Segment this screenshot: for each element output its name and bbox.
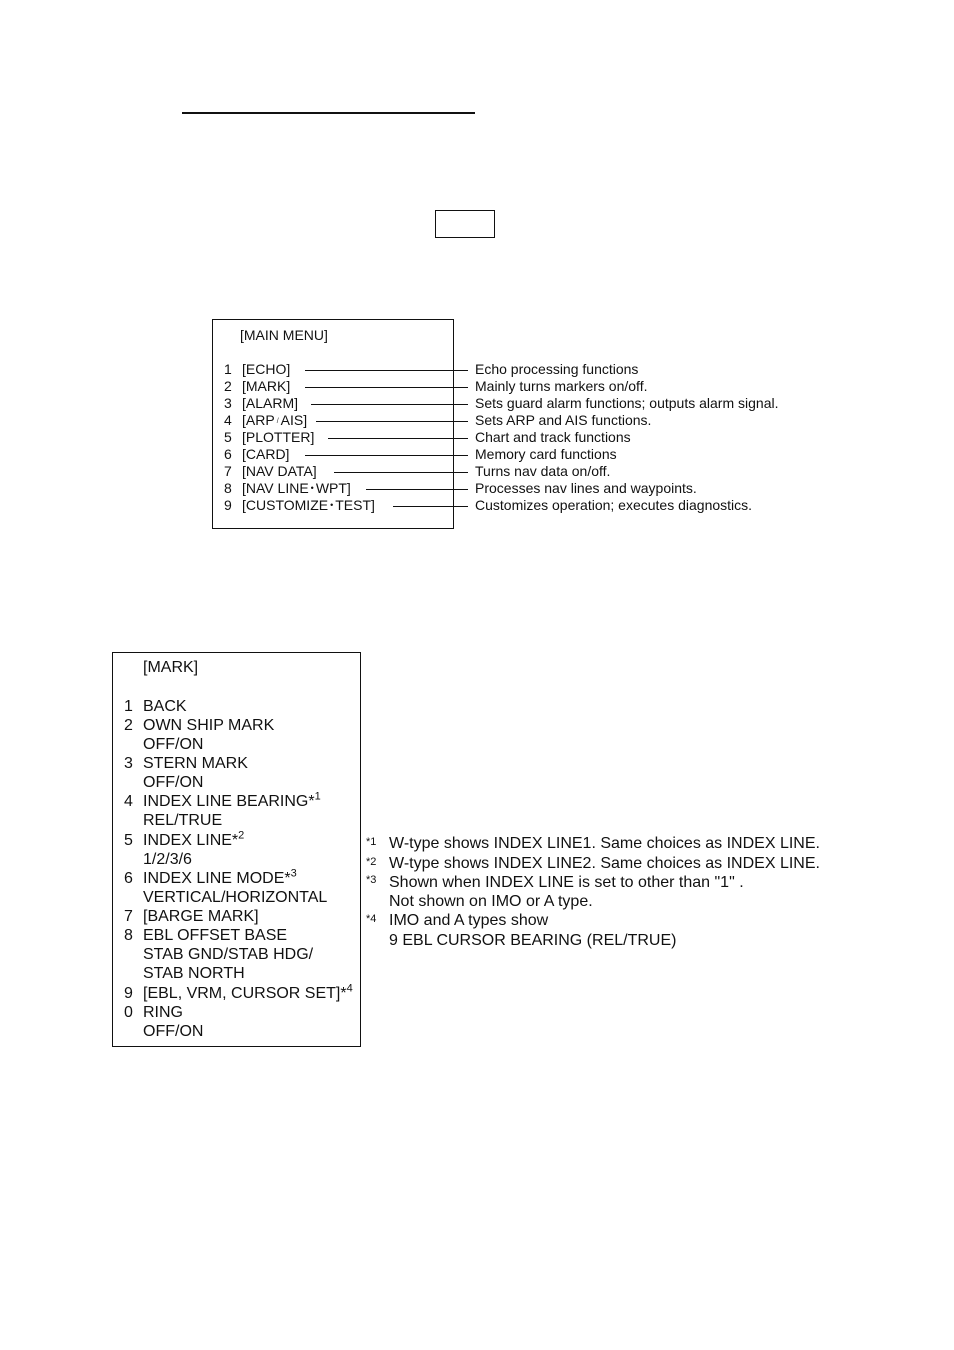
mark-item-stern-mark: STERN MARK bbox=[143, 755, 248, 772]
leader-line bbox=[328, 438, 468, 439]
leader-line bbox=[305, 387, 468, 388]
main-menu-desc: Chart and track functions bbox=[475, 429, 631, 445]
note-mark: *1 bbox=[366, 836, 377, 848]
note-text: IMO and A types show bbox=[389, 912, 549, 929]
leader-line bbox=[393, 506, 468, 507]
mark-item-ebl-vrm-cursor-set: [EBL, VRM, CURSOR SET]*$^4$ bbox=[143, 982, 353, 1002]
footnote-ref: 2 bbox=[238, 829, 245, 842]
main-menu-item-customize-test: 9 [CUSTOMIZE • TEST] bbox=[224, 497, 375, 513]
mark-item-num: 0 bbox=[124, 1004, 133, 1021]
menu-key-box bbox=[435, 210, 495, 238]
leader-line bbox=[316, 421, 468, 422]
note-text: Shown when INDEX LINE is set to other than "1" . bbox=[389, 874, 744, 891]
main-menu-desc: Processes nav lines and waypoints. bbox=[475, 480, 697, 496]
footnote-ref: 4 bbox=[346, 982, 353, 995]
mark-menu-title: [MARK] bbox=[143, 659, 199, 676]
note-text: 9 EBL CURSOR BEARING (REL/TRUE) bbox=[389, 932, 677, 949]
mark-item-option: OFF/ON bbox=[143, 774, 204, 791]
leader-line bbox=[305, 370, 468, 371]
leader-line bbox=[305, 455, 468, 456]
mark-item-num: 5 bbox=[124, 832, 133, 849]
main-menu-desc: Memory card functions bbox=[475, 446, 617, 462]
main-menu-item-nav-data: 7 [NAV DATA] bbox=[224, 463, 317, 479]
main-menu-item-alarm: 3 [ALARM] bbox=[224, 395, 299, 411]
note-text: Not shown on IMO or A type. bbox=[389, 893, 593, 910]
note-mark: *3 bbox=[366, 874, 377, 886]
mark-item-own-ship-mark: OWN SHIP MARK bbox=[143, 717, 275, 734]
main-menu-item-echo: 1 [ECHO] bbox=[224, 361, 291, 377]
main-menu-desc: Customizes operation; executes diagnostics. bbox=[475, 497, 753, 513]
leader-line bbox=[311, 404, 468, 405]
mark-item-num: 7 bbox=[124, 908, 133, 925]
main-menu-item-arp-ais: 4 [ARP / AIS] bbox=[224, 412, 308, 428]
main-menu-desc: Mainly turns markers on/off. bbox=[475, 378, 648, 394]
mark-item-option: REL/TRUE bbox=[143, 812, 223, 829]
mark-item-option: VERTICAL/HORIZONTAL bbox=[143, 889, 328, 906]
mark-item-option: STAB NORTH bbox=[143, 965, 245, 982]
mark-item-num: 1 bbox=[124, 698, 133, 715]
note-text: W-type shows INDEX LINE1. Same choices as INDEX LINE. bbox=[389, 835, 820, 852]
main-menu-title: [MAIN MENU] bbox=[240, 327, 328, 343]
main-menu-item-card: 6 [CARD] bbox=[224, 446, 290, 462]
mark-item-option: OFF/ON bbox=[143, 736, 204, 753]
main-menu-item-mark: 2 [MARK] bbox=[224, 378, 291, 394]
main-menu-desc: Echo processing functions bbox=[475, 361, 639, 377]
note-text: W-type shows INDEX LINE2. Same choices as INDEX LINE. bbox=[389, 855, 820, 872]
note-mark: *4 bbox=[366, 913, 377, 925]
mark-item-barge-mark: [BARGE MARK] bbox=[143, 908, 259, 925]
mark-item-option: STAB GND/STAB HDG/ bbox=[143, 946, 314, 963]
mark-item-option: OFF/ON bbox=[143, 1023, 204, 1040]
main-menu-desc: Turns nav data on/off. bbox=[475, 463, 611, 479]
footnote-ref: 1 bbox=[314, 790, 321, 803]
mark-item-ring: RING bbox=[143, 1004, 183, 1021]
footnote-ref: 3 bbox=[290, 867, 297, 880]
main-menu-item-nav-line-wpt: 8 [NAV LINE • WPT] bbox=[224, 480, 351, 496]
mark-item-num: 9 bbox=[124, 985, 133, 1002]
mark-item-index-line-bearing: INDEX LINE BEARING*$^1$ bbox=[143, 790, 321, 810]
mark-item-num: 2 bbox=[124, 717, 133, 734]
main-menu-item-plotter: 5 [PLOTTER] bbox=[224, 429, 315, 445]
leader-line bbox=[366, 489, 468, 490]
mark-item-num: 3 bbox=[124, 755, 133, 772]
section-heading-rule bbox=[182, 112, 475, 114]
note-mark: *2 bbox=[366, 856, 377, 868]
main-menu-desc: Sets guard alarm functions; outputs alarm signal. bbox=[475, 395, 779, 411]
mark-item-num: 8 bbox=[124, 927, 133, 944]
mark-item-num: 6 bbox=[124, 870, 133, 887]
mark-item-num: 4 bbox=[124, 793, 133, 810]
mark-item-ebl-offset-base: EBL OFFSET BASE bbox=[143, 927, 288, 944]
mark-item-option: 1/2/3/6 bbox=[143, 851, 192, 868]
leader-line bbox=[334, 472, 468, 473]
mark-item-index-line: INDEX LINE*$^2$ bbox=[143, 829, 245, 849]
mark-item-back: BACK bbox=[143, 698, 187, 715]
main-menu-desc: Sets ARP and AIS functions. bbox=[475, 412, 652, 428]
mark-item-index-line-mode: INDEX LINE MODE*$^3$ bbox=[143, 867, 297, 887]
